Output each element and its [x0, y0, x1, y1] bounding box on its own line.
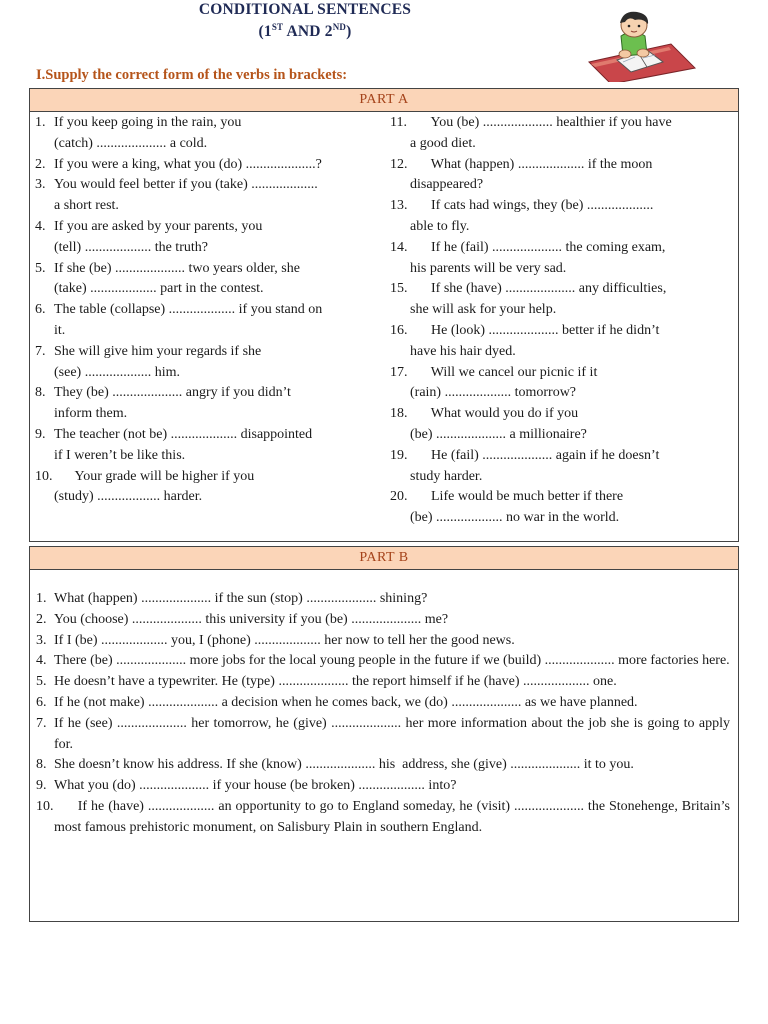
item-line: disappeared? [410, 177, 484, 193]
exercise-item [30, 383, 382, 425]
part-a-box [29, 88, 739, 542]
item-number: 10. [35, 468, 53, 484]
item-line: Life would be much better if there [410, 489, 624, 505]
exercise-item [382, 446, 738, 488]
item-line: (catch) .................... a cold. [54, 135, 208, 151]
item-line: Your grade will be higher if you [54, 468, 255, 484]
item-line: (tell) ................... the truth? [54, 239, 208, 255]
item-line: If she (be) .................... two years older, she [54, 260, 300, 276]
item-text: If he (see) .................... her tomorrow, he (give) .................... her more information about the job she is going to apply for. [54, 715, 734, 752]
item-line: The teacher (not be) ................... disappointed [54, 426, 313, 442]
subtitle-part: (1 [258, 23, 272, 40]
item-number: 3. [36, 632, 47, 648]
exercise-item [30, 175, 382, 217]
part-a-right-column [382, 113, 738, 529]
subtitle-part: AND 2 [283, 23, 333, 40]
item-number: 4. [36, 653, 47, 669]
part-a-header: PART A [30, 89, 738, 112]
item-text: You (choose) .................... this university if you (be) .................... me? [54, 611, 449, 627]
item-line: You (be) .................... healthier if you have [410, 115, 672, 130]
item-number: 12. [390, 156, 408, 172]
item-number: 14. [390, 239, 408, 255]
part-b-box [29, 546, 739, 922]
exercise-item [382, 321, 738, 363]
item-line: He (fail) .................... again if he doesn’t [410, 447, 660, 463]
item-number: 19. [390, 447, 408, 463]
item-number: 4. [35, 218, 46, 234]
item-line: The table (collapse) ................... if you stand on [54, 302, 323, 318]
item-line: You would feel better if you (take) ................... [54, 177, 318, 193]
exercise-item [30, 467, 382, 509]
item-line: it. [54, 322, 66, 338]
part-a-left-column [30, 113, 382, 508]
item-text: What you (do) .................... if your house (be broken) ................... into? [54, 778, 457, 794]
item-text: If he (have) ................... an opportunity to go to England someday, he (visit) .................... the Stonehenge, Britain’s most famous prehistoric monument, on Salisbury Plain in southern England. [54, 798, 734, 835]
item-number: 2. [35, 156, 46, 172]
item-line: (study) .................. harder. [54, 489, 203, 505]
item-text: She doesn’t know his address. If she (know) .................... his address, she (give) .................... it to you. [54, 757, 634, 773]
item-line: have his hair dyed. [410, 343, 516, 359]
item-line: If you are asked by your parents, you [54, 218, 263, 234]
exercise-item [382, 113, 738, 155]
item-line: (be) ................... no war in the world. [410, 510, 620, 526]
worksheet-title: CONDITIONAL SENTENCES [198, 1, 412, 18]
exercise-item [30, 259, 382, 301]
item-text: If he (not make) .................... a decision when he comes back, we (do) .................... as we have planned. [54, 694, 638, 710]
item-text: He doesn’t have a typewriter. He (type) .................... the report himself if he (have) ................... one. [54, 674, 617, 690]
item-line: able to fly. [410, 218, 470, 234]
item-line: (be) .................... a millionaire? [410, 426, 587, 442]
item-line: study harder. [410, 468, 483, 484]
item-line: she will ask for your help. [410, 302, 557, 318]
exercise-item [382, 196, 738, 238]
exercise-item [30, 672, 738, 693]
item-number: 10. [36, 798, 54, 814]
exercise-item [30, 589, 738, 610]
item-number: 9. [36, 778, 47, 794]
subtitle-superscript: ST [271, 22, 284, 32]
exercise-item [30, 217, 382, 259]
exercise-item [30, 631, 738, 652]
item-line: Will we cancel our picnic if it [410, 364, 598, 380]
part-b-header: PART B [30, 547, 738, 570]
item-line: What (happen) ................... if the moon [410, 156, 653, 172]
exercise-item [30, 651, 738, 672]
exercise-item [30, 425, 382, 467]
item-line: If you keep going in the rain, you [54, 115, 242, 130]
item-line: inform them. [54, 406, 128, 422]
subtitle-superscript: ND [332, 22, 347, 32]
item-number: 7. [36, 715, 47, 731]
exercise-item [382, 279, 738, 321]
item-line: What would you do if you [410, 406, 579, 422]
item-number: 20. [390, 489, 408, 505]
item-number: 1. [36, 591, 47, 606]
item-number: 18. [390, 406, 408, 422]
item-line: (take) ................... part in the contest. [54, 281, 264, 297]
exercise-item [30, 610, 738, 631]
part-b-list [30, 589, 738, 839]
exercise-item [382, 363, 738, 405]
exercise-item [382, 404, 738, 446]
subtitle-part: ) [346, 23, 352, 40]
item-line: (see) ................... him. [54, 364, 180, 380]
item-line: He (look) .................... better if he didn’t [410, 322, 660, 338]
item-line: If she (have) .................... any difficulties, [410, 281, 667, 297]
item-line: She will give him your regards if she [54, 343, 262, 359]
item-number: 11. [390, 115, 407, 130]
exercise-item [30, 755, 738, 776]
boy-reading-book-icon [585, 10, 697, 82]
exercise-item [30, 776, 738, 797]
worksheet-subtitle [0, 22, 610, 41]
item-line: if I weren’t be like this. [54, 447, 186, 463]
exercise-item [30, 342, 382, 384]
exercise-item [30, 797, 738, 839]
item-number: 3. [35, 177, 46, 193]
item-number: 5. [36, 674, 47, 690]
exercise-item [30, 300, 382, 342]
item-number: 5. [35, 260, 46, 276]
item-line: If you were a king, what you (do) ....................? [54, 156, 322, 172]
item-number: 1. [35, 115, 46, 130]
exercise-item [30, 113, 382, 155]
item-number: 9. [35, 426, 46, 442]
exercise-item [382, 487, 738, 529]
exercise-item [30, 693, 738, 714]
item-number: 6. [36, 694, 47, 710]
item-text: There (be) .................... more jobs for the local young people in the future if we (build) .................... more factories here. [54, 653, 730, 669]
item-number: 16. [390, 322, 408, 338]
item-number: 15. [390, 281, 408, 297]
item-line: a short rest. [54, 198, 119, 214]
item-line: They (be) .................... angry if you didn’t [54, 385, 291, 401]
item-number: 17. [390, 364, 408, 380]
exercise-item [30, 714, 738, 756]
item-line: If cats had wings, they (be) ................... [410, 198, 654, 214]
item-line: his parents will be very sad. [410, 260, 567, 276]
item-text: What (happen) .................... if the sun (stop) .................... shining? [54, 591, 428, 606]
item-line: a good diet. [410, 135, 476, 151]
item-number: 2. [36, 611, 47, 627]
item-line: If he (fail) .................... the coming exam, [410, 239, 666, 255]
item-number: 8. [36, 757, 47, 773]
item-number: 6. [35, 302, 46, 318]
exercise-item [382, 155, 738, 197]
item-number: 13. [390, 198, 408, 214]
item-line: (rain) ................... tomorrow? [410, 385, 577, 401]
instruction-heading: I.Supply the correct form of the verbs in brackets: [36, 67, 348, 83]
exercise-item [30, 155, 382, 176]
exercise-item [382, 238, 738, 280]
item-number: 8. [35, 385, 46, 401]
item-text: If I (be) ................... you, I (phone) ................... her now to tell her the good news. [54, 632, 515, 648]
item-number: 7. [35, 343, 46, 359]
